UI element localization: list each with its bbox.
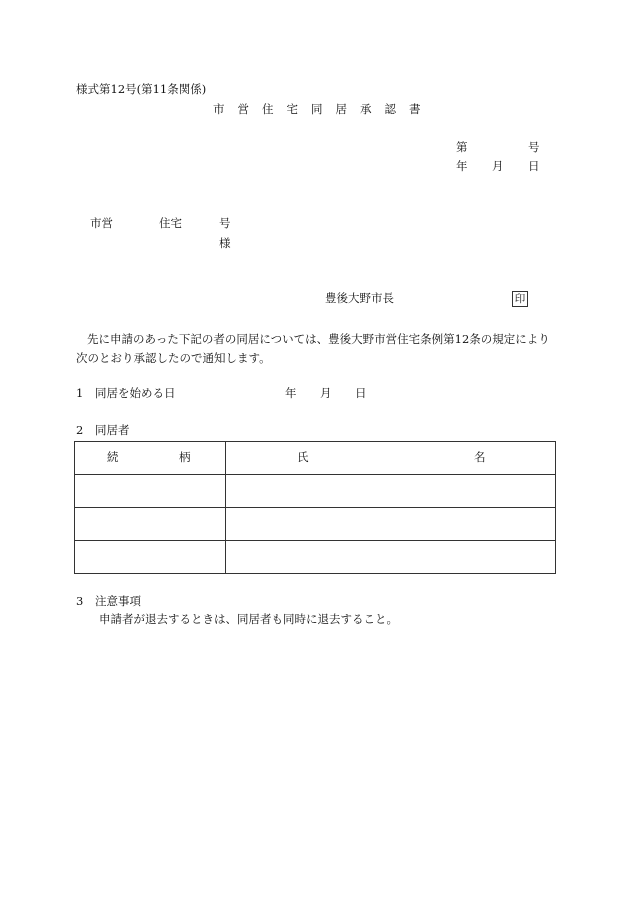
header-relation-char: 柄 [179, 450, 191, 464]
title-char: 書 [409, 102, 421, 116]
item1-year-label: 年 [285, 386, 297, 400]
date-day-label: 日 [528, 159, 540, 173]
table-row [75, 508, 556, 541]
document-title [213, 104, 434, 116]
form-number: 様式第12号(第11条関係) [76, 82, 207, 96]
item3-number: 3 [76, 594, 84, 608]
doc-number-dai: 第 [456, 140, 468, 154]
item1-label: 同居を始める日 [95, 386, 176, 400]
title-char: 承 [360, 102, 372, 116]
seal-mark: 印 [512, 291, 528, 307]
relation-cell[interactable] [75, 475, 226, 508]
name-cell[interactable] [226, 508, 556, 541]
date-month-label: 月 [492, 159, 504, 173]
item1-month-label: 月 [320, 386, 332, 400]
issuer-name: 豊後大野市長 [325, 291, 394, 305]
header-name [226, 442, 556, 475]
title-char: 住 [262, 102, 274, 116]
title-char: 市 [213, 102, 225, 116]
table-row [75, 541, 556, 574]
item3-label: 注意事項 [95, 594, 141, 608]
header-relation-char: 続 [107, 450, 119, 464]
doc-number-go: 号 [528, 140, 540, 154]
name-cell[interactable] [226, 541, 556, 574]
item3-text: 申請者が退去するときは、同居者も同時に退去すること。 [99, 612, 398, 626]
recipient-housing: 住宅 [159, 216, 182, 230]
title-char: 宅 [286, 102, 298, 116]
name-cell[interactable] [226, 475, 556, 508]
header-name-char: 氏 [297, 450, 309, 464]
recipient-number: 号 [219, 216, 231, 230]
recipient-prefix: 市営 [90, 216, 113, 230]
date-year-label: 年 [456, 159, 468, 173]
header-relation [75, 442, 226, 475]
item2-number: 2 [76, 423, 84, 437]
title-char: 同 [311, 102, 323, 116]
title-char: 営 [237, 102, 249, 116]
table-header-row [75, 442, 556, 475]
cohabitant-table [74, 441, 556, 574]
notice-body: 先に申請のあった下記の者の同居については、豊後大野市営住宅条例第12条の規定により次のとおり承認したので通知します。 [76, 332, 550, 365]
title-char: 居 [335, 102, 347, 116]
table-row [75, 475, 556, 508]
relation-cell[interactable] [75, 508, 226, 541]
recipient-honorific: 様 [219, 236, 231, 250]
title-char: 認 [384, 102, 396, 116]
item1-day-label: 日 [355, 386, 367, 400]
relation-cell[interactable] [75, 541, 226, 574]
item2-label: 同居者 [95, 423, 130, 437]
header-name-char: 名 [474, 450, 486, 464]
item1-number: 1 [76, 386, 84, 400]
